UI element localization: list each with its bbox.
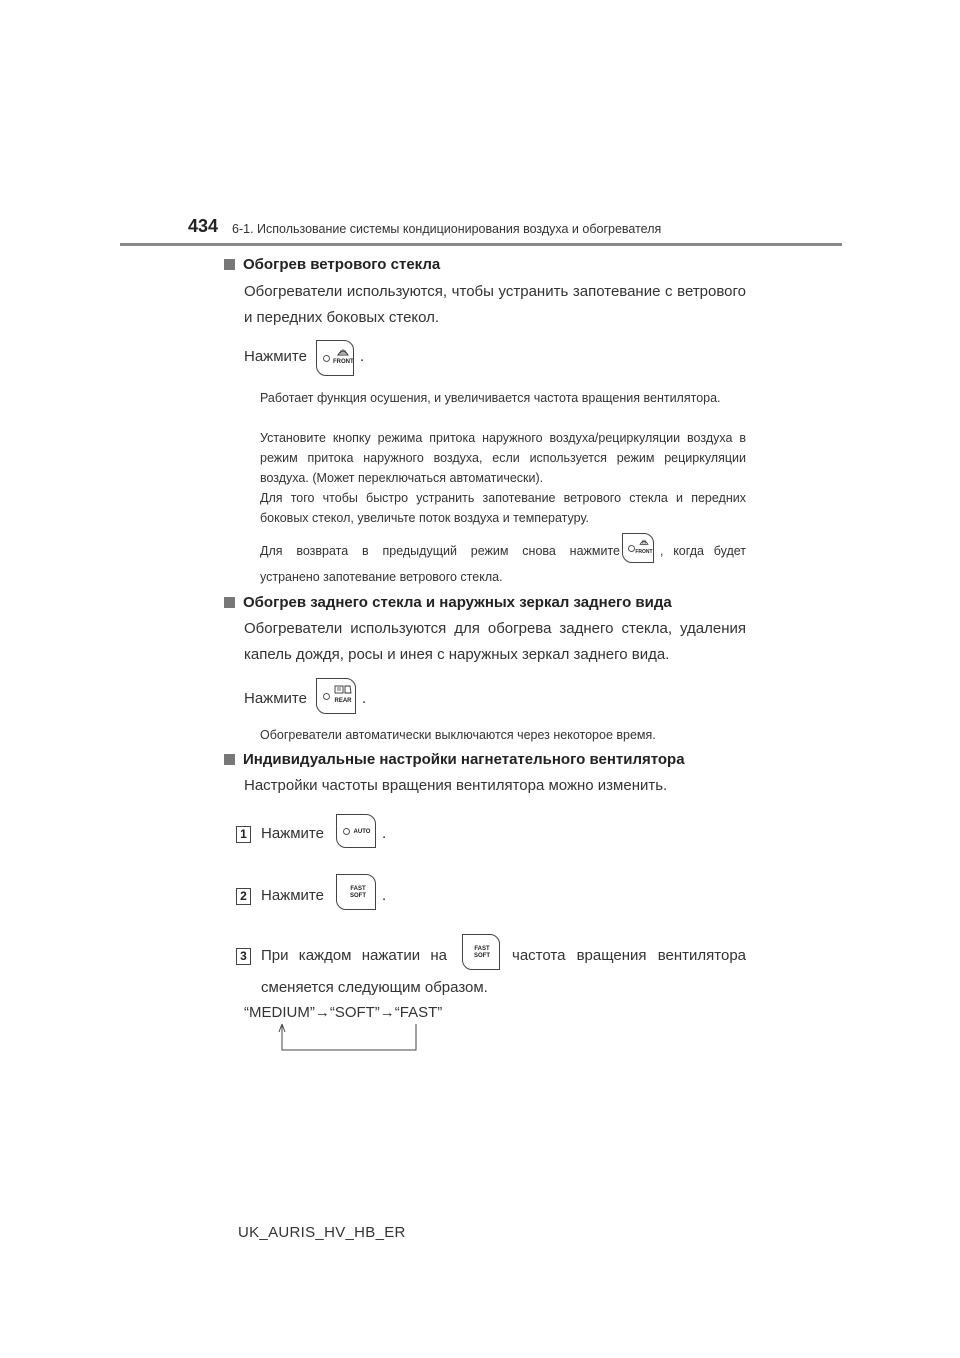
windshield-body: Обогреватели используются, чтобы устранить запотевание с ветрового и передних боковых стекол.: [244, 283, 746, 326]
auto-button-icon: AUTO: [336, 814, 376, 848]
rear-defrost-button-icon: REAR: [316, 678, 356, 714]
windshield-note-1: Работает функция осушения, и увеличивается частота вращения вентилятора.: [260, 391, 721, 405]
section-title-windshield: Обогрев ветрового стекла: [224, 256, 440, 273]
front-defrost-button-small-icon: FRONT: [622, 533, 654, 563]
step-number: 2: [236, 888, 251, 905]
step-number: 3: [236, 948, 251, 965]
fast-soft-button-icon: FAST SOFT: [462, 934, 500, 970]
header-rule: [120, 243, 842, 246]
windshield-note-2: Установите кнопку режима притока наружного воздуха/рециркуляции воздуха в режим притока наружного воздуха, если используется режим рециркуляции воздуха. (Может переключаться автоматически).: [260, 431, 746, 485]
windshield-note-3: Для того чтобы быстро устранить запотевание ветрового стекла и передних боковых стекол, увеличьте поток воздуха и температуру.: [260, 491, 746, 525]
bullet-square-icon: [224, 754, 235, 765]
section-header: 6-1. Использование системы кондиционирования воздуха и обогревателя: [232, 222, 662, 236]
loop-arrow-icon: [274, 1022, 424, 1056]
front-defrost-button-icon: FRONT: [316, 340, 354, 376]
step-number: 1: [236, 826, 251, 843]
fast-soft-button-icon: FAST SOFT: [336, 874, 376, 910]
page-number: 434: [188, 216, 219, 236]
bullet-square-icon: [224, 259, 235, 270]
rear-body: Обогреватели используются для обогрева заднего стекла, удаления капель дождя, росы и инея с наружных зеркал заднего вида.: [244, 620, 746, 663]
section-title-rear: Обогрев заднего стекла и наружных зеркал заднего вида: [224, 594, 672, 611]
fan-body: Настройки частоты вращения вентилятора можно изменить.: [244, 777, 668, 794]
bullet-square-icon: [224, 597, 235, 608]
fan-sequence: “MEDIUM”→“SOFT”→“FAST”: [244, 1004, 443, 1021]
section-title-fan: Индивидуальные настройки нагнетательного вентилятора: [224, 751, 685, 768]
return-note: Для возврата в предыдущий режим снова нажмите: [260, 544, 620, 558]
press-label: Нажмите: [244, 348, 307, 365]
rear-note: Обогреватели автоматически выключаются через некоторое время.: [260, 728, 656, 742]
footer-code: UK_AURIS_HV_HB_ER: [238, 1224, 406, 1241]
